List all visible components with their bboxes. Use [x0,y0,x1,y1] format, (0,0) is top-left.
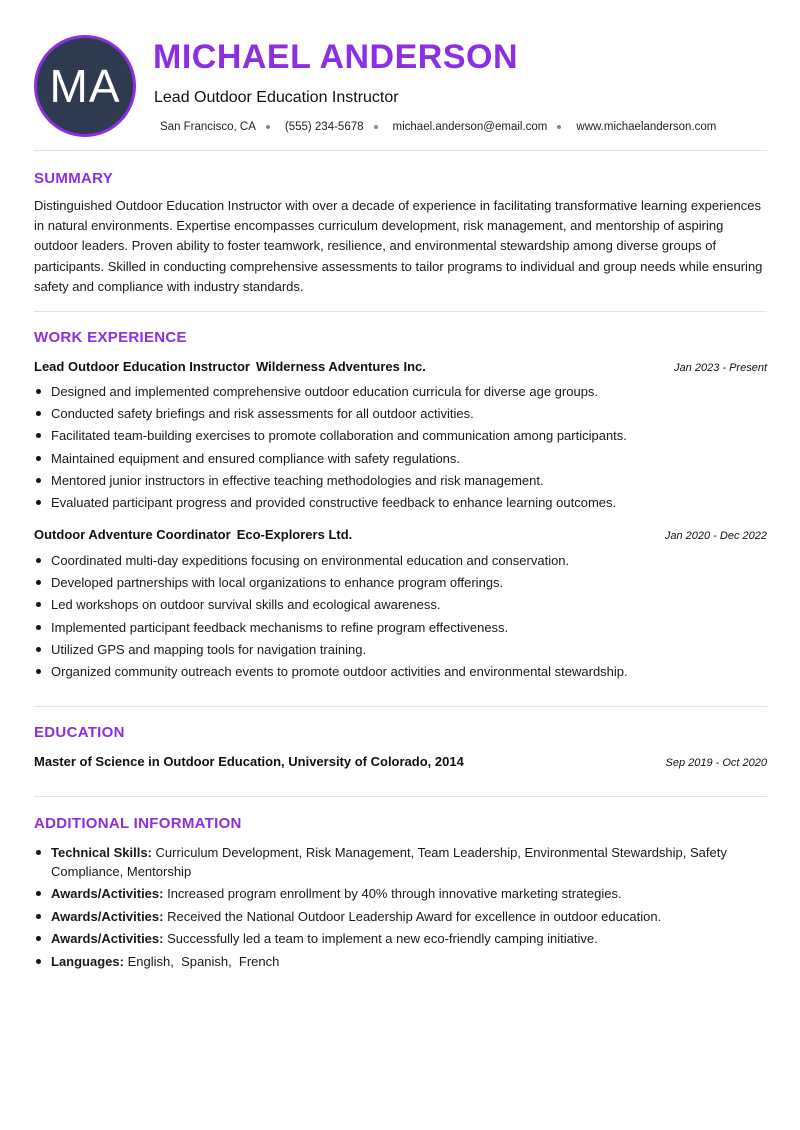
list-item [34,907,767,926]
work-experience-heading: WORK EXPERIENCE [34,329,187,346]
summary-text: Distinguished Outdoor Education Instructor with over a decade of experience in facilitating transformative learning experiences in natural environments. Expertise encompasses curriculum development, risk management, and mentorship of aspiring outdoor leaders. Proven ability to foster teamwork, resilience, and environmental stewardship among diverse groups of participants. Skilled in conducting comprehensive assessments to tailor programs to individual and group needs while ensuring safety and compliance with industry standards. [34,198,763,294]
info-label: Languages: [51,954,124,970]
job-role: Outdoor Adventure Coordinator [34,527,231,542]
list-item: Organized community outreach events to promote outdoor activities and environmental stewardship. [34,663,767,685]
list-item: Conducted safety briefings and risk assessments for all outdoor activities. [34,405,767,427]
additional-info-list [34,843,767,975]
contact-bar [160,121,716,133]
language: , Spanish [170,954,228,969]
job-company: Wilderness Adventures Inc. [255,359,426,374]
info-text: Successfully led a team to implement a new eco-friendly camping initiative. [167,931,598,947]
job-bullets [34,383,767,516]
job-dates: Jan 2020 - Dec 2022 [664,530,767,542]
list-item: Mentored junior instructors in effective teaching methodologies and risk management. [34,472,767,494]
list-item: Utilized GPS and mapping tools for navigation training. [34,641,767,663]
candidate-title: Lead Outdoor Education Instructor [154,89,399,106]
info-label: Technical Skills: [51,845,152,860]
list-item: Facilitated team-building exercises to promote collaboration and communication among participants. [34,427,767,449]
section-divider [34,311,767,312]
languages-item [34,952,767,971]
info-label: Awards/Activities: [51,908,164,924]
additional-info-heading: ADDITIONAL INFORMATION [34,815,242,832]
info-text: Curriculum Development, Risk Management, Team Leadership, Environmental Stewardship, Safety Compliance, Mentorship [51,845,727,879]
list-item: Maintained equipment and ensured compliance with safety regulations. [34,450,767,472]
language: , French [228,954,279,969]
list-item [34,929,767,948]
job-bullets [34,552,767,685]
info-text: Increased program enrollment by 40% through innovative marketing strategies. [167,886,622,902]
candidate-name: MICHAEL ANDERSON [153,38,519,76]
list-item: Designed and implemented comprehensive outdoor education curricula for diverse age groups. [34,383,767,405]
list-item: Evaluated participant progress and provided constructive feedback to enhance learning outcomes. [34,494,767,516]
list-item: Led workshops on outdoor survival skills and ecological awareness. [34,596,767,618]
education-dates: Sep 2019 - Oct 2020 [665,757,767,769]
list-item: Developed partnerships with local organizations to enhance program offerings. [34,574,767,596]
section-divider [34,796,767,797]
job-title-line [34,359,426,374]
job-role: Lead Outdoor Education Instructor [34,359,250,374]
job-company: Eco-Explorers Ltd. [236,527,353,542]
contact-email[interactable]: michael.anderson@email.com [392,121,548,133]
education-heading: EDUCATION [34,724,125,741]
dot-separator [374,125,378,129]
dot-separator [557,125,561,129]
contact-phone: (555) 234-5678 [284,121,364,133]
summary-heading: SUMMARY [34,170,114,187]
avatar-initials: MA [49,60,121,112]
job-title-line [34,527,352,542]
avatar [34,35,136,137]
list-item: Coordinated multi-day expeditions focusing on environmental education and conservation. [34,552,767,574]
education-entry [34,754,767,769]
education-degree: Master of Science in Outdoor Education, University of Colorado, 2014 [34,754,464,769]
info-label: Awards/Activities: [51,931,164,947]
section-divider [34,150,767,151]
info-label: Awards/Activities: [51,886,164,902]
contact-location: San Francisco, CA [160,121,256,133]
job-dates: Jan 2023 - Present [674,362,767,374]
list-item: Implemented participant feedback mechanisms to refine program effectiveness. [34,619,767,641]
info-text: Received the National Outdoor Leadership Award for excellence in outdoor education. [167,908,662,924]
language: English [127,954,171,970]
list-item [34,843,767,881]
section-divider [34,706,767,707]
contact-website[interactable]: www.michaelanderson.com [576,121,717,133]
job-header [34,359,767,374]
dot-separator [266,125,270,129]
job-header [34,527,767,542]
list-item [34,884,767,903]
